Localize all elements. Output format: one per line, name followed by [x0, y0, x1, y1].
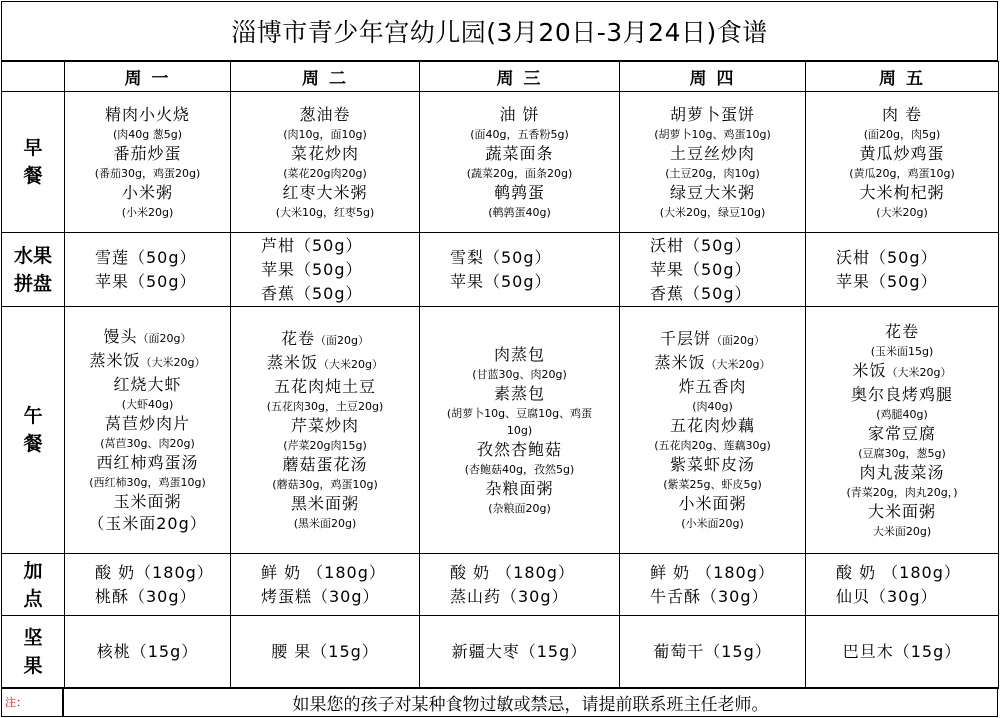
fruit-item: 苹果（50g）: [836, 271, 938, 291]
dish-name-text: 花卷: [281, 329, 316, 348]
dish-name: [231, 352, 419, 376]
snack-item: 牛舌酥（30g）: [650, 586, 769, 606]
dish-name: 杂粮面粥: [485, 478, 554, 498]
lunch-dish-list: [65, 307, 230, 553]
dish-ingredients: （面20g）: [315, 334, 369, 347]
dish-ingredients: (莴苣30g、肉20g): [100, 436, 195, 450]
snack-item: 酸 奶 （180g）: [450, 562, 575, 582]
dish-ingredients: （大米20g）: [705, 358, 771, 371]
dish-ingredients: (胡萝卜10g、鸡蛋10g): [654, 127, 771, 141]
dish-name: 大米面粥: [867, 501, 936, 521]
dish-name-text: 米饭: [852, 360, 887, 380]
dish-ingredients: (黑米面20g): [293, 517, 357, 530]
fruit-item: 苹果（50g）: [261, 259, 363, 279]
lunch-dish-list: [231, 307, 419, 553]
day-header: 周 五: [806, 62, 999, 92]
note-label: 注：: [1, 687, 63, 717]
dish-ingredients: (豆腐30g，葱5g): [858, 446, 946, 460]
row-label-line: 餐: [23, 165, 43, 187]
snack-item: 酸 奶（180g）: [95, 562, 214, 582]
dish-ingredients: (鹌鹑蛋40g): [488, 205, 551, 219]
snack-cell: [620, 554, 806, 616]
dish-name: 小米粥: [121, 182, 173, 202]
dish-ingredients: (芹菜20g肉15g): [283, 439, 367, 452]
dish-ingredients: (杏鲍菇40g，孜然5g): [464, 462, 575, 476]
row-label-fruit: [2, 233, 65, 307]
dish-name: [620, 352, 805, 376]
fruit-cell: [806, 233, 999, 307]
row-label-lunch: [2, 307, 65, 554]
dish-name: 黑米面粥: [290, 494, 359, 513]
snack-row: [2, 554, 999, 616]
fruit-item: 沃柑（50g）: [836, 247, 938, 267]
dish-ingredients: （大米20g）: [886, 365, 952, 379]
dish-ingredients: (大虾40g): [121, 397, 174, 411]
dish-ingredients: (紫菜25g、虾皮5g): [663, 478, 762, 491]
fruit-item: 雪莲（50g）: [95, 247, 197, 267]
nuts-cell: 巴旦木（15g）: [806, 616, 999, 689]
dish-ingredients: (五花肉20g、莲藕30g): [654, 439, 771, 452]
dish-name: 家常豆腐: [867, 423, 936, 443]
snack-item: 蒸山药（30g）: [450, 586, 569, 606]
dish-name: [231, 328, 419, 352]
row-label-line: 果: [23, 655, 43, 677]
weekly-menu-table: [1, 61, 999, 689]
day-header: 周 二: [231, 62, 420, 92]
dish-ingredients: (胡萝卜10g、豆腐10g、鸡蛋: [446, 406, 593, 420]
row-label-line: 拼盘: [13, 272, 52, 295]
dish-name: 炸五香肉: [678, 377, 747, 396]
snack-item: 鲜 奶 （180g）: [650, 562, 775, 582]
breakfast-dish-list: [65, 92, 230, 232]
dish-name: 油 饼: [499, 104, 540, 124]
nuts-cell: 腰 果（15g）: [231, 616, 420, 689]
row-label-line: 坚: [23, 627, 43, 649]
snack-item: 仙贝（30g）: [836, 586, 938, 606]
fruit-item: 苹果（50g）: [650, 259, 752, 279]
row-label-line: 水果: [13, 244, 52, 267]
dish-ingredients: (面40g，五香粉5g): [470, 127, 569, 141]
snack-cell: [806, 554, 999, 616]
fruit-item: 苹果（50g）: [450, 271, 552, 291]
dish-name: 蔬菜面条: [485, 143, 554, 163]
dish-ingredients: (番茄30g，鸡蛋20g): [94, 166, 201, 180]
snack-item: 酸 奶 （180g）: [836, 562, 961, 582]
dish-name: 鹌鹑蛋: [493, 182, 545, 202]
dish-name: 西红柿鸡蛋汤: [96, 452, 199, 472]
dish-name: 葱油卷: [299, 104, 351, 124]
dish-name: 菜花炒肉: [290, 143, 359, 163]
dish-name: 大米枸杞粥: [859, 182, 945, 202]
dish-ingredients: (五花肉30g，土豆20g): [266, 400, 384, 413]
nuts-cell: 核桃（15g）: [65, 616, 231, 689]
dish-name: 孜然杏鲍菇: [476, 439, 562, 459]
day-header: 周 一: [65, 62, 231, 92]
lunch-dish-list: [806, 307, 998, 553]
breakfast-cell: [65, 92, 231, 233]
dish-ingredients: (黄瓜20g，鸡蛋10g): [849, 166, 955, 180]
dish-name: [620, 328, 805, 352]
breakfast-cell: [231, 92, 420, 233]
dish-ingredients: 10g): [506, 423, 533, 437]
fruit-item: 香蕉（50g）: [261, 283, 363, 303]
dish-name: 红枣大米粥: [282, 182, 368, 202]
page-title: 淄博市青少年宫幼儿园(3月20日-3月24日)食谱: [1, 1, 998, 61]
dish-ingredients: (面20g，肉5g): [863, 127, 941, 141]
dish-ingredients: （大米20g）: [140, 355, 206, 369]
row-label-line: 午: [23, 405, 43, 427]
dish-ingredients: (蔬菜20g，面条20g): [466, 166, 573, 180]
corner-cell: [2, 62, 65, 92]
dish-ingredients: (甘蓝30g、肉20g): [472, 367, 567, 381]
dish-ingredients: (西红柿30g，鸡蛋10g): [89, 475, 206, 489]
dish-name-text: 馒头: [103, 326, 138, 346]
dish-name: 小米面粥: [678, 494, 747, 513]
dish-ingredients: (青菜20g，肉丸20g，): [846, 485, 958, 499]
dish-name: [65, 350, 230, 374]
dish-name: 胡萝卜蛋饼: [669, 104, 755, 124]
fruit-item: 芦柑（50g）: [261, 235, 363, 255]
dish-ingredients: (大米20g): [876, 205, 928, 219]
fruit-item: 雪梨（50g）: [450, 247, 552, 267]
snack-cell: [65, 554, 231, 616]
dish-ingredients: (蘑菇30g，鸡蛋10g): [272, 478, 378, 491]
lunch-cell: [65, 307, 231, 554]
dish-ingredients: (小米面20g): [681, 517, 744, 530]
breakfast-cell: [420, 92, 620, 233]
breakfast-dish-list: [420, 92, 619, 232]
dish-ingredients: （大米20g）: [318, 358, 383, 371]
day-header: 周 四: [620, 62, 806, 92]
day-header: 周 三: [420, 62, 620, 92]
lunch-dish-list: [620, 307, 805, 553]
dish-ingredients: (鸡腿40g): [876, 407, 928, 421]
dish-name-text: 蒸米饭: [267, 353, 319, 372]
dish-name: [806, 360, 998, 384]
fruit-item: 香蕉（50g）: [650, 283, 752, 303]
snack-cell: [231, 554, 420, 616]
dish-ingredients: （面20g）: [137, 331, 192, 345]
dish-name: 五花肉炒藕: [669, 416, 755, 435]
lunch-row: [2, 307, 999, 554]
dish-name: 精肉小火烧: [104, 104, 190, 124]
dish-ingredients: (小米20g): [121, 205, 174, 219]
breakfast-cell: [806, 92, 999, 233]
dish-name: 玉米面粥: [113, 491, 182, 511]
dish-name-text: 蒸米饭: [654, 353, 706, 372]
dish-name: 红烧大虾: [113, 374, 182, 394]
dish-ingredients: (杂粮面20g): [488, 501, 551, 515]
dish-ingredients: 大米面20g): [872, 524, 932, 538]
dish-name: 肉 卷: [881, 104, 923, 124]
snack-item: 鲜 奶 （180g）: [261, 562, 386, 582]
lunch-cell: [620, 307, 806, 554]
dish-ingredients: （面20g）: [711, 334, 765, 347]
dish-name: 紫菜虾皮汤: [669, 455, 755, 474]
row-label-line: 餐: [23, 433, 43, 455]
row-label-nuts: [2, 616, 65, 689]
dish-name: 蘑菇蛋花汤: [282, 455, 368, 474]
dish-ingredients: (肉40g): [692, 400, 733, 413]
lunch-cell: [231, 307, 420, 554]
breakfast-dish-list: [806, 92, 998, 232]
breakfast-dish-list: [620, 92, 805, 232]
dish-name: 肉蒸包: [493, 344, 545, 364]
dish-name-text: 千层饼: [660, 329, 712, 348]
dish-name: 五花肉炖土豆: [273, 377, 376, 396]
dish-name: （玉米面20g）: [88, 513, 207, 533]
breakfast-row: [2, 92, 999, 233]
lunch-dish-list: [420, 307, 619, 553]
dish-ingredients: (玉米面15g): [870, 344, 934, 358]
dish-name: 素蒸包: [493, 383, 545, 403]
fruit-cell: [231, 233, 420, 307]
nuts-cell: 葡萄干（15g）: [620, 616, 806, 689]
row-label-line: 点: [23, 587, 43, 610]
snack-item: 桃酥（30g）: [95, 586, 197, 606]
dish-ingredients: (肉10g，面10g): [283, 127, 367, 141]
nuts-row: [2, 616, 999, 689]
dish-name: 肉丸菠菜汤: [859, 462, 945, 482]
dish-ingredients: (土豆20g，肉10g): [665, 166, 760, 180]
snack-item: 烤蛋糕（30g）: [261, 586, 380, 606]
row-label-breakfast: [2, 92, 65, 233]
dish-ingredients: (菜花20g肉20g): [283, 166, 367, 180]
dish-ingredients: (肉40g 葱5g): [112, 127, 183, 141]
fruit-row: [2, 233, 999, 307]
fruit-cell: [620, 233, 806, 307]
dish-name: 土豆丝炒肉: [669, 143, 755, 163]
lunch-cell: [420, 307, 620, 554]
row-label-line: 加: [23, 559, 43, 582]
row-label-line: 早: [23, 137, 43, 159]
dish-name-text: 蒸米饭: [89, 350, 141, 370]
row-label-snack: [2, 554, 65, 616]
nuts-cell: 新疆大枣（15g）: [420, 616, 620, 689]
dish-name: 芹菜炒肉: [290, 416, 359, 435]
dish-name: 花卷: [884, 321, 919, 341]
fruit-cell: [420, 233, 620, 307]
dish-name: 番茄炒蛋: [113, 143, 182, 163]
dish-name: 莴苣炒肉片: [104, 413, 190, 433]
dish-name: [65, 326, 230, 350]
dish-name: 绿豆大米粥: [669, 182, 755, 202]
breakfast-cell: [620, 92, 806, 233]
allergy-notice: 如果您的孩子对某种食物过敏或禁忌，请提前联系班主任老师。: [63, 687, 998, 717]
dish-name: 奥尔良烤鸡腿: [850, 384, 953, 404]
day-header-row: [2, 62, 999, 92]
snack-cell: [420, 554, 620, 616]
dish-ingredients: (大米20g，绿豆10g): [659, 205, 766, 219]
fruit-item: 苹果（50g）: [95, 271, 197, 291]
fruit-cell: [65, 233, 231, 307]
dish-ingredients: (大米10g，红枣5g): [275, 205, 375, 219]
lunch-cell: [806, 307, 999, 554]
fruit-item: 沃柑（50g）: [650, 235, 752, 255]
dish-name: 黄瓜炒鸡蛋: [859, 143, 945, 163]
breakfast-dish-list: [231, 92, 419, 232]
